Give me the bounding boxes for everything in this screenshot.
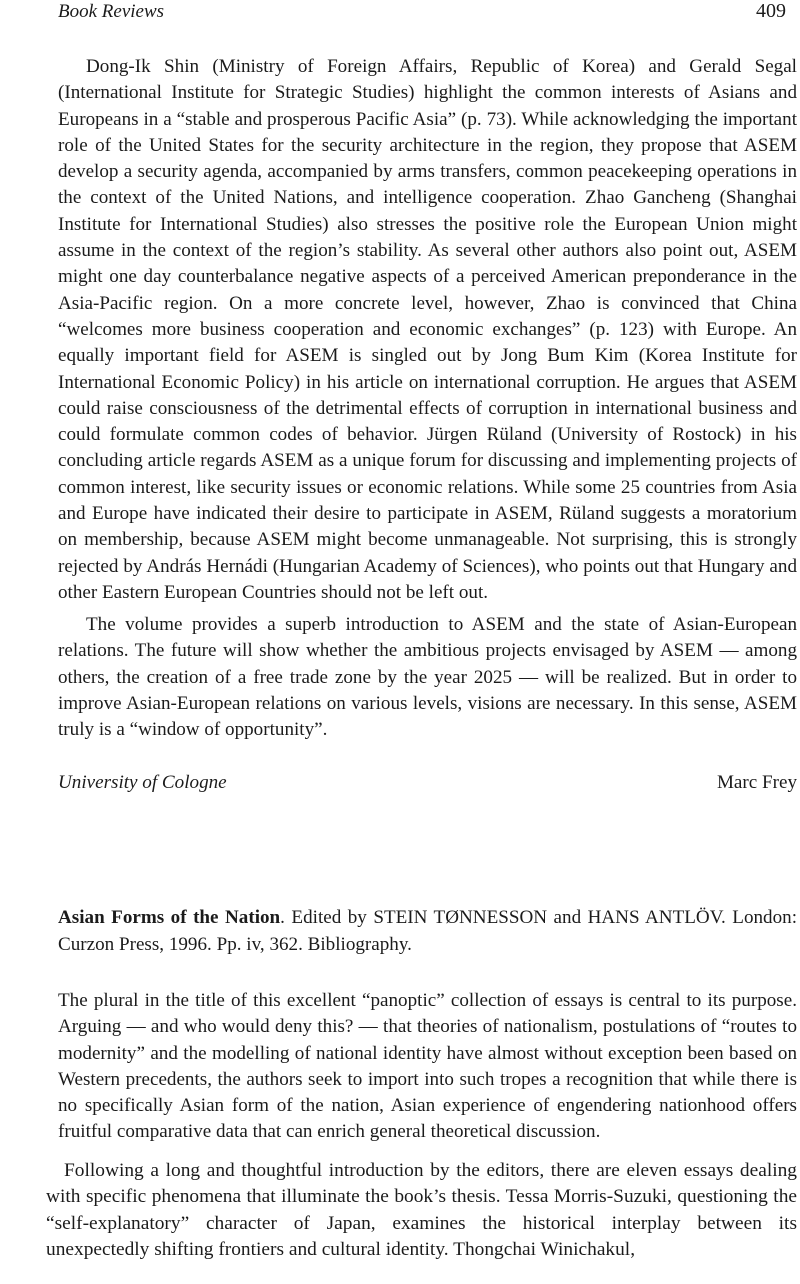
reviewer-affiliation: University of Cologne xyxy=(58,772,227,793)
book-citation: . Edited by STEIN TØNNESSON and HANS ANTLÖV. London: Curzon Press, 1996. Pp. iv, 362. Bibliography. xyxy=(58,907,797,955)
review2-paragraph-2: Following a long and thoughtful introduction by the editors, there are eleven essays dealing with specific phenomena that illuminate the book’s thesis. Tessa Morris-Suzuki, questioning the “self-explanatory” character of Japan, examines the historical interplay between its unexpectedly shifting frontiers and cultural identity. Thongchai Winichakul, xyxy=(46,1160,797,1260)
running-head xyxy=(58,0,786,26)
book-title: Asian Forms of the Nation xyxy=(58,907,281,928)
section-title: Book Reviews xyxy=(58,1,165,22)
review1-paragraph-1: Dong-Ik Shin (Ministry of Foreign Affairs, Republic of Korea) and Gerald Segal (International Institute for Strategic Studies) highlight the common interests of Asians and Europeans in a “stable and prosperous Pacific Asia” (p. 73). While acknowledging the important role of the United States for the security architecture in the region, they propose that ASEM develop a security agenda, accompanied by arms transfers, common peacekeeping operations in the context of the United Nations, and intelligence cooperation. Zhao Gancheng (Shanghai Institute for International Studies) also stresses the positive role the European Union might assume in the context of the region’s stability. As several other authors also point out, ASEM might one day counterbalance negative aspects of a perceived American preponderance in the Asia-Pacific region. On a more concrete level, however, Zhao is convinced that China “welcomes more business cooperation and economic exchanges” (p. 123) with Europe. An equally important field for ASEM is singled out by Jong Bum Kim (Korea Institute for International Economic Policy) in his article on international corruption. He argues that ASEM could raise consciousness of the detrimental effects of corruption in international business and could formulate common codes of behavior. Jürgen Rüland (University of Rostock) in his concluding article regards ASEM as a unique forum for discussing and implementing projects of common interest, like security issues or economic relations. While some 25 countries from Asia and Europe have indicated their desire to participate in ASEM, Rüland suggests a moratorium on membership, because ASEM might become unmanageable. Not surprising, this is strongly rejected by András Hernádi (Hungarian Academy of Sciences), who points out that Hungary and other Eastern European Countries should not be left out. xyxy=(58,56,797,603)
page-number: 409 xyxy=(756,0,786,22)
review-signature xyxy=(58,772,797,794)
review1-paragraph-2: The volume provides a superb introduction to ASEM and the state of Asian-European relations. The future will show whether the ambitious projects envisaged by ASEM — among others, the creation of a free trade zone by the year 2025 — will be realized. But in order to improve Asian-European relations on various levels, visions are necessary. In this sense, ASEM truly is a “window of opportunity”. xyxy=(58,614,797,741)
review2-paragraph-1: The plural in the title of this excellent “panoptic” collection of essays is central to its purpose. Arguing — and who would deny this? — that theories of nationalism, postulations of “routes to modernity” and the modelling of national identity have almost without exception been based on Western precedents, the authors seek to import into such tropes a recognition that while there is no specifically Asian form of the nation, Asian experience of engendering nationhood offers fruitful comparative data that can enrich general theoretical discussion. xyxy=(58,990,797,1143)
reviewer-name: Marc Frey xyxy=(716,772,797,793)
review2-heading xyxy=(58,905,797,958)
